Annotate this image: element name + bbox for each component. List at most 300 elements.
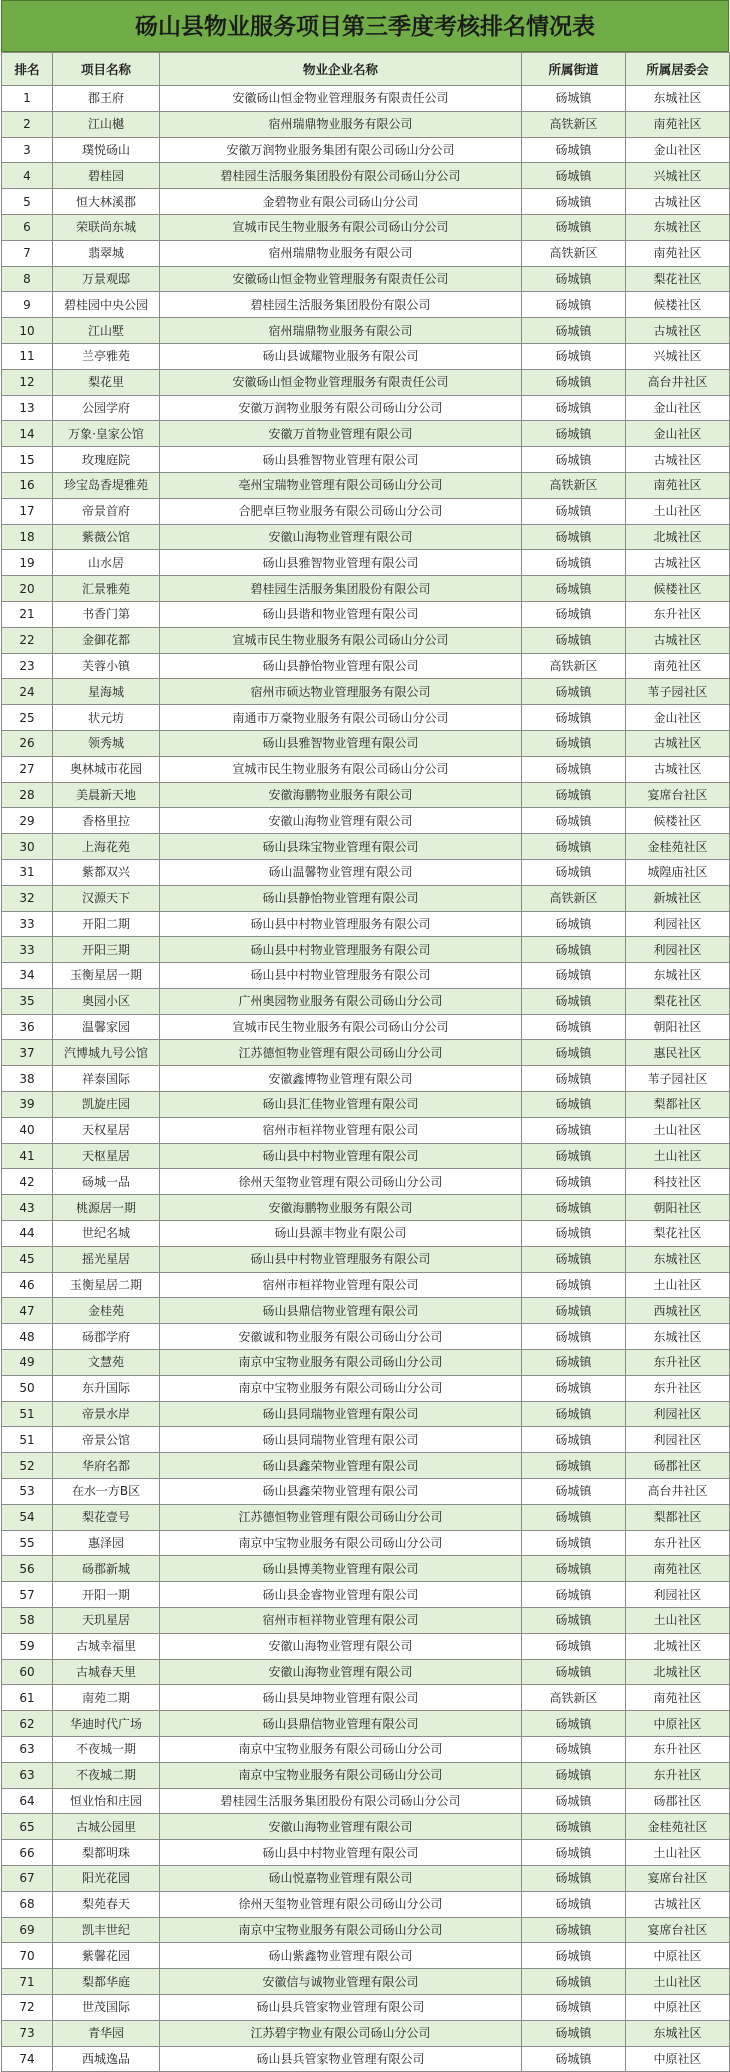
cell-rank: 64 (2, 1788, 53, 1814)
cell-community: 梨都社区 (626, 1092, 730, 1118)
cell-company-name: 江苏碧宇物业有限公司砀山分公司 (160, 2020, 522, 2046)
table-row (2, 1633, 730, 1659)
cell-rank: 53 (2, 1479, 53, 1505)
cell-community: 候楼社区 (626, 808, 730, 834)
table-row (2, 343, 730, 369)
cell-street: 砀城镇 (522, 1556, 626, 1582)
cell-project-name: 梨都明珠 (53, 1840, 160, 1866)
cell-project-name: 江山墅 (53, 318, 160, 344)
table-row (2, 189, 730, 215)
cell-street: 砀城镇 (522, 1246, 626, 1272)
table-row (2, 524, 730, 550)
cell-community: 南苑社区 (626, 1556, 730, 1582)
cell-street: 砀城镇 (522, 1659, 626, 1685)
cell-community: 南苑社区 (626, 653, 730, 679)
cell-project-name: 紫都双兴 (53, 859, 160, 885)
table-row (2, 1014, 730, 1040)
cell-rank: 34 (2, 963, 53, 989)
cell-company-name: 安徽山海物业管理有限公司 (160, 1633, 522, 1659)
cell-project-name: 阳光花园 (53, 1865, 160, 1891)
cell-company-name: 安徽万润物业服务有限公司砀山分公司 (160, 395, 522, 421)
cell-street: 砀城镇 (522, 1066, 626, 1092)
cell-project-name: 天枢星居 (53, 1143, 160, 1169)
cell-project-name: 帝景公馆 (53, 1427, 160, 1453)
table-row (2, 1504, 730, 1530)
cell-rank: 5 (2, 189, 53, 215)
cell-company-name: 砀山县源丰物业有限公司 (160, 1221, 522, 1247)
cell-company-name: 安徽鑫博物业管理有限公司 (160, 1066, 522, 1092)
table-row (2, 86, 730, 112)
cell-company-name: 安徽山海物业管理有限公司 (160, 1814, 522, 1840)
cell-company-name: 砀山县中村物业管理有限公司 (160, 1840, 522, 1866)
table-row (2, 1659, 730, 1685)
cell-street: 高铁新区 (522, 1685, 626, 1711)
cell-company-name: 江苏德恒物业管理有限公司砀山分公司 (160, 1504, 522, 1530)
header-row (2, 53, 730, 86)
cell-street: 砀城镇 (522, 2020, 626, 2046)
cell-rank: 63 (2, 1737, 53, 1763)
cell-project-name: 领秀城 (53, 730, 160, 756)
cell-community: 东升社区 (626, 601, 730, 627)
cell-rank: 13 (2, 395, 53, 421)
cell-community: 金山社区 (626, 137, 730, 163)
cell-community: 宴席台社区 (626, 782, 730, 808)
cell-company-name: 砀山县雅智物业管理有限公司 (160, 730, 522, 756)
cell-company-name: 砀山县谐和物业管理有限公司 (160, 601, 522, 627)
cell-community: 东升社区 (626, 1375, 730, 1401)
table-row (2, 1479, 730, 1505)
cell-company-name: 砀山县中村物业管理服务有限公司 (160, 911, 522, 937)
cell-project-name: 恒大林溪郡 (53, 189, 160, 215)
cell-company-name: 江苏德恒物业管理有限公司砀山分公司 (160, 1040, 522, 1066)
cell-rank: 61 (2, 1685, 53, 1711)
cell-community: 金桂苑社区 (626, 834, 730, 860)
cell-community: 古城社区 (626, 1891, 730, 1917)
cell-street: 砀城镇 (522, 498, 626, 524)
cell-company-name: 砀山县鑫荣物业管理有限公司 (160, 1453, 522, 1479)
cell-company-name: 安徽砀山恒金物业管理服务有限责任公司 (160, 369, 522, 395)
cell-project-name: 兰亭雅苑 (53, 343, 160, 369)
cell-company-name: 砀山县同瑞物业管理有限公司 (160, 1427, 522, 1453)
cell-street: 砀城镇 (522, 137, 626, 163)
cell-rank: 38 (2, 1066, 53, 1092)
cell-company-name: 合肥卓巨物业服务有限公司砀山分公司 (160, 498, 522, 524)
cell-company-name: 砀山县雅智物业管理有限公司 (160, 447, 522, 473)
cell-community: 古城社区 (626, 730, 730, 756)
cell-street: 砀城镇 (522, 1453, 626, 1479)
cell-street: 高铁新区 (522, 885, 626, 911)
cell-street: 砀城镇 (522, 1633, 626, 1659)
cell-project-name: 香格里拉 (53, 808, 160, 834)
table-row (2, 1582, 730, 1608)
cell-community: 土山社区 (626, 1608, 730, 1634)
cell-rank: 41 (2, 1143, 53, 1169)
cell-community: 古城社区 (626, 447, 730, 473)
cell-rank: 73 (2, 2020, 53, 2046)
cell-community: 金山社区 (626, 395, 730, 421)
cell-community: 土山社区 (626, 498, 730, 524)
cell-community: 古城社区 (626, 627, 730, 653)
cell-project-name: 开阳二期 (53, 911, 160, 937)
cell-community: 高台井社区 (626, 1479, 730, 1505)
cell-street: 砀城镇 (522, 163, 626, 189)
cell-project-name: 芙蓉小镇 (53, 653, 160, 679)
cell-street: 砀城镇 (522, 782, 626, 808)
cell-rank: 50 (2, 1375, 53, 1401)
table-row (2, 885, 730, 911)
cell-community: 东升社区 (626, 1350, 730, 1376)
table-row (2, 1427, 730, 1453)
cell-company-name: 徐州天玺物业管理有限公司砀山分公司 (160, 1169, 522, 1195)
table-row (2, 472, 730, 498)
cell-rank: 57 (2, 1582, 53, 1608)
cell-rank: 7 (2, 240, 53, 266)
cell-rank: 48 (2, 1324, 53, 1350)
cell-rank: 36 (2, 1014, 53, 1040)
table-row (2, 1117, 730, 1143)
cell-street: 砀城镇 (522, 679, 626, 705)
table-row (2, 550, 730, 576)
cell-street: 砀城镇 (522, 369, 626, 395)
cell-street: 砀城镇 (522, 705, 626, 731)
cell-rank: 28 (2, 782, 53, 808)
cell-project-name: 砀郡新城 (53, 1556, 160, 1582)
table-row (2, 1762, 730, 1788)
cell-company-name: 安徽万润物业服务集团有限公司砀山分公司 (160, 137, 522, 163)
cell-rank: 9 (2, 292, 53, 318)
cell-project-name: 江山樾 (53, 111, 160, 137)
table-row (2, 1143, 730, 1169)
cell-rank: 24 (2, 679, 53, 705)
cell-company-name: 宣城市民生物业服务有限公司砀山分公司 (160, 1014, 522, 1040)
cell-project-name: 奥园小区 (53, 988, 160, 1014)
cell-community: 中原社区 (626, 1711, 730, 1737)
cell-rank: 52 (2, 1453, 53, 1479)
cell-project-name: 不夜城一期 (53, 1737, 160, 1763)
table-row (2, 988, 730, 1014)
cell-community: 东升社区 (626, 1530, 730, 1556)
cell-rank: 16 (2, 472, 53, 498)
cell-company-name: 宣城市民生物业服务有限公司砀山分公司 (160, 627, 522, 653)
cell-company-name: 砀山县中村物业管理有限公司 (160, 1143, 522, 1169)
table-row (2, 1195, 730, 1221)
cell-street: 砀城镇 (522, 1969, 626, 1995)
cell-project-name: 汉源天下 (53, 885, 160, 911)
cell-street: 高铁新区 (522, 472, 626, 498)
cell-company-name: 安徽山海物业管理有限公司 (160, 524, 522, 550)
table-row (2, 1969, 730, 1995)
table-row (2, 1066, 730, 1092)
cell-street: 砀城镇 (522, 1582, 626, 1608)
cell-street: 砀城镇 (522, 1092, 626, 1118)
cell-company-name: 砀山县兵管家物业管理有限公司 (160, 1994, 522, 2020)
cell-project-name: 万象·皇家公馆 (53, 421, 160, 447)
cell-project-name: 珍宝岛香堤雅苑 (53, 472, 160, 498)
cell-community: 东城社区 (626, 86, 730, 112)
cell-rank: 49 (2, 1350, 53, 1376)
table-row (2, 1324, 730, 1350)
cell-street: 砀城镇 (522, 1788, 626, 1814)
cell-community: 土山社区 (626, 1840, 730, 1866)
cell-street: 砀城镇 (522, 395, 626, 421)
cell-company-name: 砀山紫鑫物业管理有限公司 (160, 1943, 522, 1969)
cell-company-name: 宿州市桓祥物业管理有限公司 (160, 1272, 522, 1298)
cell-street: 砀城镇 (522, 937, 626, 963)
cell-community: 南苑社区 (626, 240, 730, 266)
cell-project-name: 砀郡学府 (53, 1324, 160, 1350)
table-row (2, 369, 730, 395)
cell-street: 砀城镇 (522, 550, 626, 576)
cell-project-name: 碧桂园 (53, 163, 160, 189)
cell-project-name: 不夜城二期 (53, 1762, 160, 1788)
cell-rank: 10 (2, 318, 53, 344)
cell-project-name: 紫馨花园 (53, 1943, 160, 1969)
cell-company-name: 碧桂园生活服务集团股份有限公司砀山分公司 (160, 163, 522, 189)
cell-street: 砀城镇 (522, 808, 626, 834)
cell-project-name: 碧桂园中央公园 (53, 292, 160, 318)
cell-community: 梨花社区 (626, 266, 730, 292)
cell-street: 砀城镇 (522, 1401, 626, 1427)
cell-rank: 40 (2, 1117, 53, 1143)
cell-rank: 30 (2, 834, 53, 860)
cell-street: 砀城镇 (522, 1737, 626, 1763)
cell-rank: 54 (2, 1504, 53, 1530)
cell-street: 砀城镇 (522, 292, 626, 318)
cell-project-name: 世纪名城 (53, 1221, 160, 1247)
cell-company-name: 砀山县兵管家物业管理有限公司 (160, 2046, 522, 2072)
cell-project-name: 梨花里 (53, 369, 160, 395)
cell-street: 砀城镇 (522, 1427, 626, 1453)
cell-rank: 43 (2, 1195, 53, 1221)
cell-street: 砀城镇 (522, 1040, 626, 1066)
cell-project-name: 西城逸品 (53, 2046, 160, 2072)
cell-rank: 25 (2, 705, 53, 731)
cell-community: 土山社区 (626, 1143, 730, 1169)
cell-project-name: 翡翠城 (53, 240, 160, 266)
table-title: 砀山县物业服务项目第三季度考核排名情况表 (1, 0, 729, 52)
cell-rank: 20 (2, 576, 53, 602)
cell-project-name: 郡王府 (53, 86, 160, 112)
table-row (2, 756, 730, 782)
cell-rank: 37 (2, 1040, 53, 1066)
cell-street: 砀城镇 (522, 730, 626, 756)
cell-company-name: 砀山县金睿物业管理有限公司 (160, 1582, 522, 1608)
cell-company-name: 南京中宝物业服务有限公司砀山分公司 (160, 1762, 522, 1788)
table-row (2, 1737, 730, 1763)
cell-rank: 12 (2, 369, 53, 395)
cell-community: 候楼社区 (626, 292, 730, 318)
cell-project-name: 凯旋庄园 (53, 1092, 160, 1118)
cell-community: 东城社区 (626, 214, 730, 240)
table-row (2, 1891, 730, 1917)
cell-rank: 19 (2, 550, 53, 576)
cell-street: 砀城镇 (522, 421, 626, 447)
report-container (1, 0, 729, 2072)
cell-rank: 39 (2, 1092, 53, 1118)
cell-company-name: 砀山县鼎信物业管理有限公司 (160, 1711, 522, 1737)
cell-street: 砀城镇 (522, 988, 626, 1014)
cell-project-name: 帝景首府 (53, 498, 160, 524)
cell-rank: 69 (2, 1917, 53, 1943)
cell-company-name: 广州奥园物业服务有限公司砀山分公司 (160, 988, 522, 1014)
cell-rank: 66 (2, 1840, 53, 1866)
cell-project-name: 梨苑春天 (53, 1891, 160, 1917)
table-row (2, 653, 730, 679)
table-row (2, 576, 730, 602)
cell-company-name: 砀山县诚耀物业服务有限公司 (160, 343, 522, 369)
cell-street: 高铁新区 (522, 111, 626, 137)
cell-community: 土山社区 (626, 1117, 730, 1143)
cell-project-name: 荣联尚东城 (53, 214, 160, 240)
cell-company-name: 南京中宝物业服务有限公司砀山分公司 (160, 1375, 522, 1401)
cell-rank: 1 (2, 86, 53, 112)
cell-street: 砀城镇 (522, 834, 626, 860)
table-row (2, 1556, 730, 1582)
cell-street: 砀城镇 (522, 1917, 626, 1943)
cell-rank: 56 (2, 1556, 53, 1582)
cell-company-name: 砀山县静怡物业管理有限公司 (160, 885, 522, 911)
cell-project-name: 汽博城九号公馆 (53, 1040, 160, 1066)
cell-company-name: 安徽诚和物业服务有限公司砀山分公司 (160, 1324, 522, 1350)
cell-community: 古城社区 (626, 318, 730, 344)
cell-company-name: 宿州市桓祥物业管理有限公司 (160, 1608, 522, 1634)
table-row (2, 1840, 730, 1866)
cell-project-name: 金桂苑 (53, 1298, 160, 1324)
cell-company-name: 安徽信与诚物业管理有限公司 (160, 1969, 522, 1995)
cell-street: 砀城镇 (522, 1350, 626, 1376)
cell-community: 古城社区 (626, 550, 730, 576)
cell-rank: 32 (2, 885, 53, 911)
cell-rank: 63 (2, 1762, 53, 1788)
cell-rank: 45 (2, 1246, 53, 1272)
cell-rank: 58 (2, 1608, 53, 1634)
table-row (2, 1272, 730, 1298)
header-rank: 排名 (2, 53, 53, 86)
cell-rank: 51 (2, 1401, 53, 1427)
cell-project-name: 公园学府 (53, 395, 160, 421)
cell-project-name: 玫瑰庭院 (53, 447, 160, 473)
cell-rank: 60 (2, 1659, 53, 1685)
table-row (2, 421, 730, 447)
cell-company-name: 砀山县珠宝物业管理有限公司 (160, 834, 522, 860)
cell-project-name: 在水一方B区 (53, 1479, 160, 1505)
cell-community: 东升社区 (626, 1737, 730, 1763)
cell-project-name: 华迪时代广场 (53, 1711, 160, 1737)
cell-street: 砀城镇 (522, 1221, 626, 1247)
table-row (2, 1685, 730, 1711)
cell-street: 砀城镇 (522, 318, 626, 344)
cell-project-name: 祥泰国际 (53, 1066, 160, 1092)
cell-street: 砀城镇 (522, 447, 626, 473)
cell-rank: 35 (2, 988, 53, 1014)
cell-rank: 26 (2, 730, 53, 756)
cell-rank: 62 (2, 1711, 53, 1737)
cell-street: 砀城镇 (522, 1840, 626, 1866)
cell-rank: 74 (2, 2046, 53, 2072)
cell-community: 东城社区 (626, 1246, 730, 1272)
cell-company-name: 碧桂园生活服务集团股份有限公司 (160, 576, 522, 602)
table-row (2, 1943, 730, 1969)
cell-street: 砀城镇 (522, 963, 626, 989)
cell-company-name: 砀山县静怡物业管理有限公司 (160, 653, 522, 679)
table-row (2, 705, 730, 731)
cell-project-name: 华府名都 (53, 1453, 160, 1479)
cell-rank: 55 (2, 1530, 53, 1556)
cell-community: 兴城社区 (626, 343, 730, 369)
cell-community: 科技社区 (626, 1169, 730, 1195)
cell-project-name: 古城公园里 (53, 1814, 160, 1840)
cell-community: 南苑社区 (626, 472, 730, 498)
cell-street: 砀城镇 (522, 601, 626, 627)
cell-street: 砀城镇 (522, 627, 626, 653)
cell-company-name: 碧桂园生活服务集团股份有限公司 (160, 292, 522, 318)
table-row (2, 911, 730, 937)
table-row (2, 2020, 730, 2046)
cell-community: 苇子园社区 (626, 679, 730, 705)
cell-company-name: 安徽万首物业管理有限公司 (160, 421, 522, 447)
cell-company-name: 砀山县鑫荣物业管理有限公司 (160, 1479, 522, 1505)
table-row (2, 240, 730, 266)
cell-street: 砀城镇 (522, 1943, 626, 1969)
cell-project-name: 古城幸福里 (53, 1633, 160, 1659)
cell-street: 砀城镇 (522, 214, 626, 240)
cell-company-name: 南京中宝物业服务有限公司砀山分公司 (160, 1917, 522, 1943)
cell-company-name: 宿州瑞鼎物业服务有限公司 (160, 240, 522, 266)
cell-community: 惠民社区 (626, 1040, 730, 1066)
cell-project-name: 温馨家园 (53, 1014, 160, 1040)
cell-community: 古城社区 (626, 189, 730, 215)
table-row (2, 1865, 730, 1891)
cell-rank: 42 (2, 1169, 53, 1195)
table-row (2, 266, 730, 292)
cell-street: 砀城镇 (522, 524, 626, 550)
table-row (2, 782, 730, 808)
cell-company-name: 砀山悦嘉物业管理有限公司 (160, 1865, 522, 1891)
cell-company-name: 安徽砀山恒金物业管理服务有限责任公司 (160, 266, 522, 292)
cell-company-name: 砀山县昊坤物业管理有限公司 (160, 1685, 522, 1711)
ranking-table (1, 52, 730, 2072)
table-row (2, 627, 730, 653)
table-row (2, 1711, 730, 1737)
cell-community: 梨都社区 (626, 1504, 730, 1530)
table-row (2, 1221, 730, 1247)
cell-company-name: 砀山县中村物业管理服务有限公司 (160, 937, 522, 963)
cell-project-name: 状元坊 (53, 705, 160, 731)
cell-company-name: 砀山温馨物业管理有限公司 (160, 859, 522, 885)
cell-company-name: 砀山县同瑞物业管理有限公司 (160, 1401, 522, 1427)
cell-rank: 8 (2, 266, 53, 292)
cell-project-name: 世茂国际 (53, 1994, 160, 2020)
cell-street: 砀城镇 (522, 1169, 626, 1195)
table-row (2, 498, 730, 524)
cell-company-name: 碧桂园生活服务集团股份有限公司砀山分公司 (160, 1788, 522, 1814)
table-row (2, 1788, 730, 1814)
cell-company-name: 徐州天玺物业管理有限公司砀山分公司 (160, 1891, 522, 1917)
cell-community: 利园社区 (626, 937, 730, 963)
cell-community: 兴城社区 (626, 163, 730, 189)
cell-street: 砀城镇 (522, 189, 626, 215)
table-row (2, 1375, 730, 1401)
cell-project-name: 凯丰世纪 (53, 1917, 160, 1943)
cell-company-name: 安徽山海物业管理有限公司 (160, 1659, 522, 1685)
cell-project-name: 古城春天里 (53, 1659, 160, 1685)
cell-street: 砀城镇 (522, 1711, 626, 1737)
table-row (2, 1530, 730, 1556)
cell-project-name: 星海城 (53, 679, 160, 705)
table-row (2, 859, 730, 885)
cell-project-name: 开阳三期 (53, 937, 160, 963)
cell-project-name: 南苑二期 (53, 1685, 160, 1711)
